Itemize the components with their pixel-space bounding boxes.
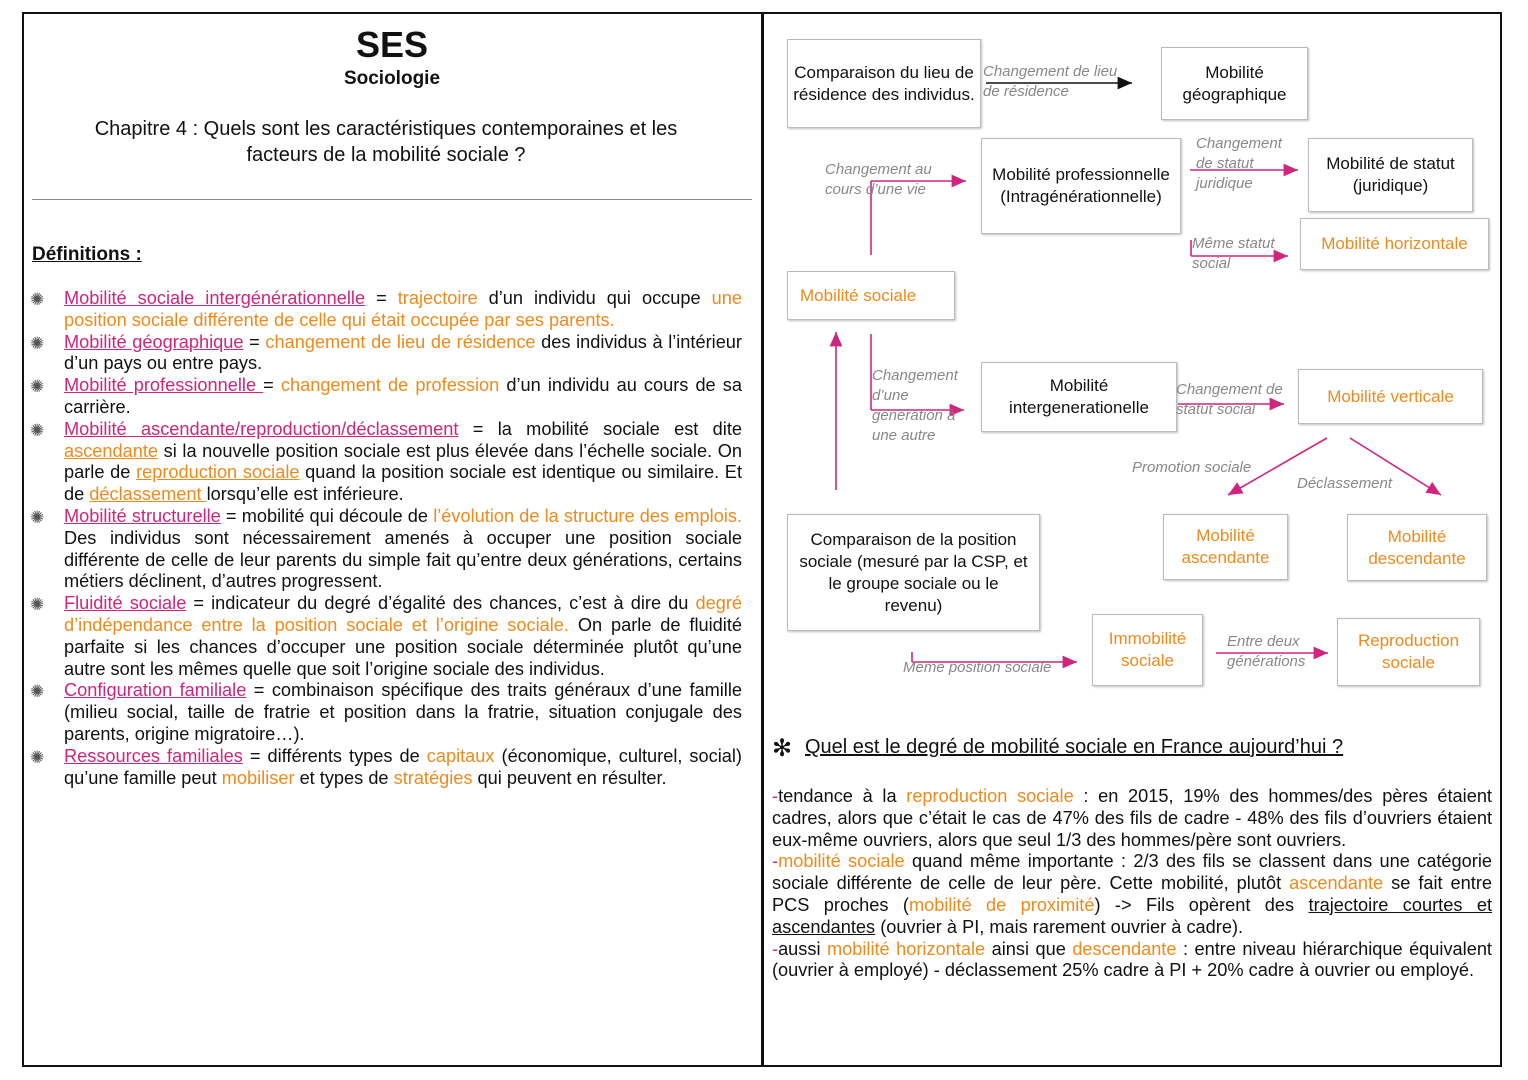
- equals-sign: =: [220, 505, 242, 526]
- equals-sign: =: [365, 288, 398, 308]
- box-mobilite-geographique: Mobilité géographique: [1161, 47, 1308, 120]
- text-run: d’un individu au cours de sa carrière.: [64, 375, 742, 417]
- label-changement-residence: Changement de lieu de résidence: [983, 63, 1118, 100]
- text-run: déclassement: [89, 484, 207, 505]
- text-run: (ouvrier à PI, mais rarement ouvrier à cadre).: [875, 916, 1244, 937]
- label-declassement: Déclassement: [1297, 475, 1393, 492]
- box-mobilite-ascendante: Mobilité ascendante: [1163, 514, 1288, 580]
- box-mobilite-statut: Mobilité de statut (juridique): [1308, 138, 1473, 212]
- text-run: tendance à la: [778, 786, 907, 806]
- box-mobilite-descendante: Mobilité descendante: [1347, 514, 1487, 581]
- text-run: -: [772, 938, 779, 959]
- text-run: quand la position sociale est identique ou similaire. Et de: [64, 462, 742, 505]
- text-run: lorsqu’elle est inférieure.: [206, 484, 404, 505]
- definition-term: Mobilité géographique: [64, 331, 244, 352]
- page-title: SES: [355, 24, 429, 65]
- equals-sign: =: [246, 680, 272, 701]
- equals-sign: =: [186, 593, 212, 614]
- text-run: différents types de: [267, 745, 427, 766]
- analysis-text: [772, 786, 1492, 982]
- text-run: On parle de fluidité parfaite si les chances d’occuper une position sociale déterminée plutôt qu’une autre sont les mêmes quelle que soit l’origine sociale des individus.: [64, 614, 742, 679]
- text-run: mobilité qui découle de: [241, 505, 434, 526]
- text-run: qui peuvent en résulter.: [472, 767, 667, 788]
- text-run: capitaux: [426, 745, 495, 766]
- definition-term: Ressources familiales: [64, 745, 243, 766]
- text-run: (économique, culturel, social) qu’une famille peut: [64, 745, 742, 788]
- definition-term: Configuration familiale: [64, 680, 247, 701]
- text-run: et types de: [294, 767, 394, 788]
- text-run: se fait entre PCS proches (: [772, 873, 1492, 915]
- text-run: ascendante: [1289, 873, 1384, 894]
- text-run: stratégies: [393, 767, 473, 788]
- equals-sign: =: [263, 375, 281, 396]
- text-run: ascendante: [64, 440, 159, 461]
- label-meme-position: Même position sociale: [903, 659, 1052, 676]
- bullet-icon: ✺: [30, 290, 45, 309]
- text-run: changement de lieu de résidence: [265, 331, 536, 352]
- equals-sign: =: [242, 745, 268, 766]
- text-run: si la nouvelle position sociale est plus élevée dans l’échelle sociale. On parle de: [64, 440, 742, 483]
- label-promotion-sociale: Promotion sociale: [1132, 459, 1252, 476]
- analysis-paragraph: [772, 851, 1492, 938]
- bullet-icon: ✺: [30, 333, 45, 353]
- text-run: mobilité sociale: [778, 851, 905, 872]
- text-run: descendante: [1072, 938, 1177, 959]
- text-run: quand même importante : 2/3 des fils se classent dans une catégorie sociale différente de celle de leur père. Cette mobilité, plutôt: [772, 851, 1492, 894]
- text-run: ainsi que: [985, 938, 1073, 959]
- label-meme-statut: Même statut social: [1192, 235, 1275, 272]
- definition-term: Mobilité sociale intergénérationnelle: [64, 288, 366, 308]
- chapter-title: Chapitre 4 : Quels sont les caractéristiques contemporaines et les facteurs de la mobilité sociale ?: [94, 118, 678, 166]
- label-changement-statut-social: Changement de statut social: [1176, 381, 1283, 418]
- text-run: une position sociale différente de celle qui était occupée par ses parents.: [64, 288, 742, 330]
- text-run: mobilité de proximité: [908, 894, 1095, 915]
- text-run: d’un individu qui occupe: [477, 288, 712, 308]
- text-run: aussi: [778, 938, 827, 959]
- label-changement-generation: Changement d’une génération à une autre: [872, 367, 958, 444]
- text-run: l’évolution de la structure des emplois.: [433, 505, 743, 526]
- text-run: -: [772, 851, 779, 872]
- analysis-paragraph: [772, 939, 1492, 983]
- label-changement-vie: Changement au cours d’une vie: [825, 161, 932, 198]
- analysis-question: Quel est le degré de mobilité sociale en France aujourd’hui ?: [805, 736, 1344, 758]
- text-run: combinaison spécifique des traits généraux d’une famille (milieu social, taille de fratrie et position dans la fratrie, situation conjugale des parents, origine migratoire…).: [64, 680, 742, 744]
- text-run: ) -> Fils opèrent des: [1094, 894, 1309, 915]
- box-comparaison-position: Comparaison de la position sociale (mesuré par la CSP, et le groupe sociale ou le revenu): [787, 514, 1040, 631]
- equals-sign: =: [458, 418, 498, 439]
- box-mobilite-professionnelle: Mobilité professionnelle (Intragénérationnelle): [981, 138, 1181, 234]
- box-reproduction-sociale: Reproduction sociale: [1337, 618, 1480, 686]
- text-run: des individus à l’intérieur d’un pays ou entre pays.: [64, 331, 742, 374]
- text-run: mobiliser: [221, 767, 295, 788]
- definitions-heading: Définitions :: [32, 244, 142, 265]
- equals-sign: =: [243, 331, 266, 352]
- bullet-icon: ✺: [30, 682, 45, 702]
- definition-term: Fluidité sociale: [64, 593, 187, 614]
- bullet-icon: ✺: [30, 595, 45, 615]
- text-run: mobilité horizontale: [827, 938, 986, 959]
- bullet-icon: ✺: [30, 377, 45, 397]
- box-residence: Comparaison du lieu de résidence des individus.: [787, 39, 981, 128]
- text-run: degré d’indépendance entre la position sociale et l’origine sociale.: [64, 593, 743, 635]
- text-run: : entre niveau hiérarchique équivalent (ouvrier à employé) - déclassement 25% cadre à PI + 20% cadre à ouvrier ou employé.: [772, 938, 1492, 981]
- page-subtitle: Sociologie: [343, 68, 441, 89]
- text-run: : en 2015, 19% des hommes/des pères étaient cadres, alors que c’était le cas de 47% des fils de cadre - 48% des fils d’ouvriers étaient eux-même ouvriers, alors que seul 1/3 des hommes/père sont ouvriers.: [772, 786, 1492, 850]
- text-run: reproduction sociale: [906, 786, 1074, 806]
- definition-term: Mobilité professionnelle: [64, 375, 264, 396]
- box-mobilite-intergenerationnelle: Mobilité intergenerationelle: [981, 362, 1177, 432]
- text-run: indicateur du degré d’égalité des chances, c’est à dire du: [211, 593, 696, 614]
- text-run: -: [772, 786, 779, 806]
- text-run: reproduction sociale: [136, 462, 300, 483]
- definition-term: Mobilité ascendante/reproduction/déclassement: [64, 418, 459, 439]
- label-entre-generations: Entre deux générations: [1227, 633, 1306, 670]
- asterisk-icon: ✻: [772, 735, 793, 762]
- text-run: la mobilité sociale est dite: [497, 418, 742, 439]
- bullet-icon: ✺: [30, 747, 45, 767]
- label-changement-statut-juridique: Changement de statut juridique: [1196, 135, 1282, 192]
- bullet-icon: ✺: [30, 507, 45, 527]
- text-run: Des individus sont nécessairement amenés à occuper une position sociale différente de celle de leur parents du simple fait qu’entre deux générations, certains métiers déclinent, d’autres progressent.: [64, 527, 742, 592]
- box-mobilite-verticale: Mobilité verticale: [1298, 369, 1483, 424]
- definition-term: Mobilité structurelle: [64, 505, 221, 526]
- text-run: changement de profession: [280, 375, 500, 396]
- box-mobilite-horizontale: Mobilité horizontale: [1300, 218, 1489, 270]
- box-mobilite-sociale: Mobilité sociale: [787, 271, 955, 320]
- box-immobilite-sociale: Immobilité sociale: [1092, 614, 1203, 686]
- analysis-paragraph: [772, 786, 1492, 851]
- bullet-icon: ✺: [30, 420, 45, 440]
- text-run: trajectoire courtes et ascendantes: [772, 894, 1493, 937]
- text-run: trajectoire: [397, 288, 478, 308]
